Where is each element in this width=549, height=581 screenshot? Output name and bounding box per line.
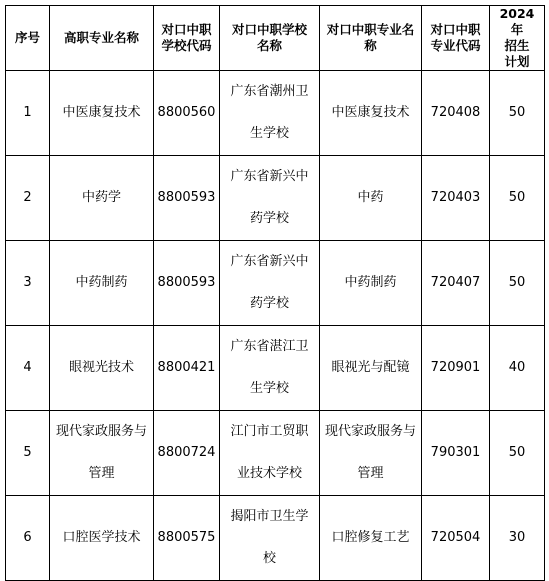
cell-line: 现代家政服务与 <box>55 424 147 439</box>
cell-plan: 40 <box>490 326 545 411</box>
cell-line: 广东省湛江卫 <box>230 339 309 354</box>
cell-secondary-major <box>320 496 422 581</box>
cell-line: 江门市工贸职 <box>230 424 309 439</box>
cell-index: 2 <box>6 156 50 241</box>
header-line: 专业代码 <box>430 38 481 53</box>
cell-school-code: 8800421 <box>154 326 220 411</box>
cell-line: 眼视光与配镜 <box>331 360 410 375</box>
cell-school-code: 8800593 <box>154 156 220 241</box>
cell-higher-major <box>50 71 154 156</box>
cell-plan: 50 <box>490 71 545 156</box>
table-row <box>6 326 545 411</box>
cell-line: 管理 <box>88 466 115 481</box>
cell-secondary-major <box>320 71 422 156</box>
cell-school-code: 8800560 <box>154 71 220 156</box>
cell-higher-major <box>50 411 154 496</box>
table-row <box>6 411 545 496</box>
header-row <box>6 6 545 71</box>
header-line: 称 <box>364 38 377 53</box>
header-line: 2024 年 <box>499 6 535 37</box>
table-row <box>6 71 545 156</box>
cell-plan: 30 <box>490 496 545 581</box>
cell-line: 广东省潮州卫 <box>230 84 309 99</box>
cell-line: 广东省新兴中 <box>230 254 309 269</box>
cell-line: 校 <box>262 551 276 566</box>
header-line: 计划 <box>504 54 530 69</box>
header-line: 对口中职专业名 <box>326 22 415 37</box>
cell-plan: 50 <box>490 156 545 241</box>
header-line: 对口中职学校 <box>231 22 307 37</box>
cell-line: 中医康复技术 <box>331 105 410 120</box>
cell-school-name <box>220 496 320 581</box>
header-index: 序号 <box>6 6 50 71</box>
table-body <box>6 71 545 581</box>
cell-plan: 50 <box>490 411 545 496</box>
cell-major-code: 720403 <box>422 156 490 241</box>
cell-line: 药学校 <box>249 211 289 226</box>
cell-line: 现代家政服务与 <box>324 424 416 439</box>
cell-secondary-major <box>320 156 422 241</box>
header-line: 对口中职 <box>430 22 481 37</box>
table-row <box>6 156 545 241</box>
cell-index: 5 <box>6 411 50 496</box>
cell-secondary-major <box>320 241 422 326</box>
cell-line: 口腔修复工艺 <box>331 530 410 545</box>
header-major-code <box>422 6 490 71</box>
cell-index: 6 <box>6 496 50 581</box>
cell-major-code: 720901 <box>422 326 490 411</box>
cell-school-code: 8800575 <box>154 496 220 581</box>
cell-line: 生学校 <box>249 381 289 396</box>
header-line: 对口中职 <box>161 22 212 37</box>
cell-line: 药学校 <box>249 296 289 311</box>
cell-line: 中药制药 <box>75 275 128 290</box>
cell-line: 管理 <box>357 466 384 481</box>
header-line: 学校代码 <box>161 38 212 53</box>
cell-line: 揭阳市卫生学 <box>230 509 309 524</box>
cell-secondary-major <box>320 411 422 496</box>
admissions-table <box>5 5 545 581</box>
cell-secondary-major <box>320 326 422 411</box>
cell-major-code: 720504 <box>422 496 490 581</box>
cell-school-name <box>220 71 320 156</box>
cell-line: 业技术学校 <box>236 466 302 481</box>
cell-index: 3 <box>6 241 50 326</box>
cell-major-code: 720408 <box>422 71 490 156</box>
cell-line: 中药制药 <box>344 275 397 290</box>
cell-school-name <box>220 326 320 411</box>
cell-index: 4 <box>6 326 50 411</box>
cell-school-name <box>220 241 320 326</box>
cell-higher-major <box>50 326 154 411</box>
cell-higher-major <box>50 241 154 326</box>
cell-school-code: 8800593 <box>154 241 220 326</box>
header-school-name <box>220 6 320 71</box>
cell-index: 1 <box>6 71 50 156</box>
cell-major-code: 790301 <box>422 411 490 496</box>
cell-higher-major <box>50 496 154 581</box>
cell-line: 生学校 <box>249 126 289 141</box>
header-plan <box>490 6 545 71</box>
cell-school-name <box>220 411 320 496</box>
cell-line: 口腔医学技术 <box>62 530 141 545</box>
cell-line: 中药学 <box>81 190 121 205</box>
cell-line: 广东省新兴中 <box>230 169 309 184</box>
cell-line: 中医康复技术 <box>62 105 141 120</box>
header-higher-major: 高职专业名称 <box>50 6 154 71</box>
header-line: 名称 <box>256 38 282 53</box>
cell-line: 中药 <box>357 190 384 205</box>
table-row <box>6 496 545 581</box>
cell-school-code: 8800724 <box>154 411 220 496</box>
cell-line: 眼视光技术 <box>68 360 134 375</box>
cell-higher-major <box>50 156 154 241</box>
header-line: 招生 <box>504 38 530 53</box>
table-row <box>6 241 545 326</box>
header-secondary-major <box>320 6 422 71</box>
cell-major-code: 720407 <box>422 241 490 326</box>
header-school-code <box>154 6 220 71</box>
cell-plan: 50 <box>490 241 545 326</box>
cell-school-name <box>220 156 320 241</box>
